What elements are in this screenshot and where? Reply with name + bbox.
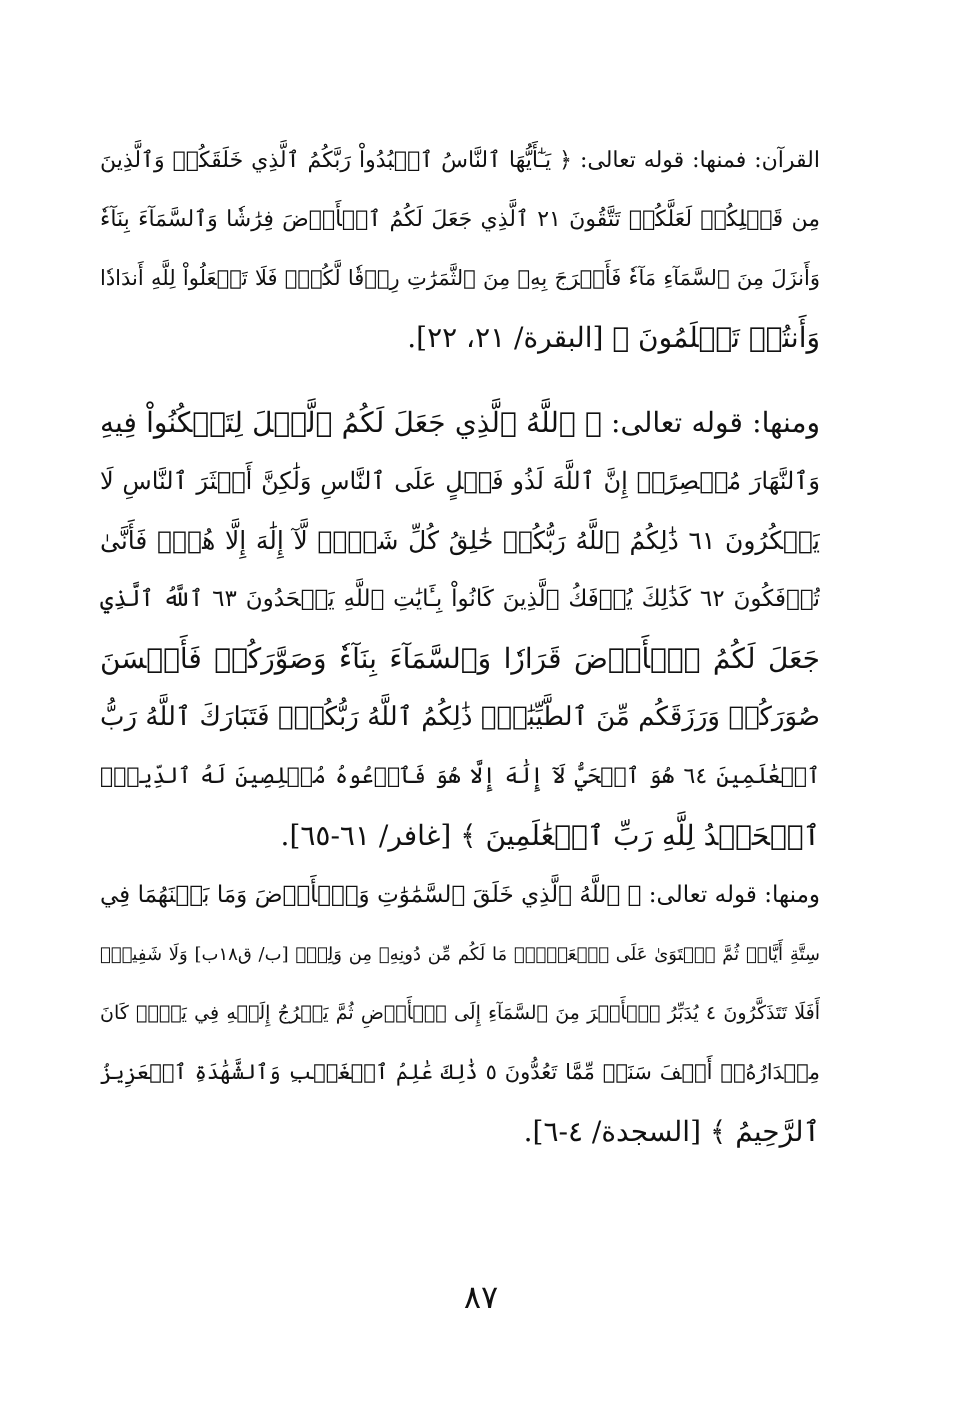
text-line: صُوَرَكُمۡ وَرَزَقَكُم مِّنَ ٱلطَّيِّبَٰتِۚ ذَٰلِكُمُ ٱللَّهُ رَبُّكُمۡۖ فَتَبَارَكَ ٱللَّهُ رَبُّ bbox=[100, 702, 820, 732]
text-line: القرآن: فمنها: قوله تعالى: ﴿ يَـٰٓأَيُّهَا ٱلنَّاسُ ٱعۡبُدُواْ رَبَّكُمُ ٱلَّذِي خَلَقَكُمۡ وَٱلَّذِينَ bbox=[100, 148, 820, 173]
paragraph-ghafir bbox=[100, 393, 820, 865]
text-line: يَشۡكُرُونَ ٦١ ذَٰلِكُمُ ٱللَّهُ رَبُّكُمۡ خَٰلِقُ كُلِّ شَيۡءٖ لَّآ إِلَٰهَ إِلَّا هُوَۖ فَأَنَّىٰ bbox=[100, 526, 820, 555]
text-line: مِقۡدَارُهُۥٓ أَلۡفَ سَنَةٖ مِّمَّا تَعُدُّونَ ٥ ذَٰلِكَ عَٰلِمُ ٱلۡغَيۡبِ وَٱلشَّهَٰدَةِ ٱلۡعَزِيزُ bbox=[100, 1060, 820, 1084]
text-line: ٱلرَّحِيمُ ﴾ [السجدة/ ٤-٦]. bbox=[523, 1115, 820, 1148]
text-line: تُؤۡفَكُونَ ٦٢ كَذَٰلِكَ يُؤۡفَكُ ٱلَّذِينَ كَانُواْ بِـَٔايَٰتِ ٱللَّهِ يَجۡحَدُونَ ٦٣ ٱللَّهُ ٱلَّذِي bbox=[100, 586, 820, 612]
text-line: وَٱلنَّهَارَ مُبۡصِرًاۚ إِنَّ ٱللَّهَ لَذُو فَضۡلٍ عَلَى ٱلنَّاسِ وَلَٰكِنَّ أَكۡثَرَ ٱلنَّاسِ لَا bbox=[100, 467, 820, 495]
text-line: ومنها: قوله تعالى: ﴿ ٱللَّهُ ٱلَّذِي جَعَلَ لَكُمُ ٱلَّيۡلَ لِتَسۡكُنُواْ فِيهِ bbox=[100, 406, 820, 439]
paragraph-baqarah bbox=[100, 131, 820, 367]
paragraph-sajdah bbox=[100, 866, 820, 1161]
text-line: ٱلۡعَٰلَمِينَ ٦٤ هُوَ ٱلۡحَيُّ لَآ إِلَٰهَ إِلَّا هُوَ فَٱدۡعُوهُ مُخۡلِصِينَ لَهُ ٱلدِّينَۗ bbox=[100, 764, 820, 789]
text-line: ومنها: قوله تعالى: ﴿ ٱللَّهُ ٱلَّذِي خَلَقَ ٱلسَّمَٰوَٰتِ وَٱلۡأَرۡضَ وَمَا بَيۡنَهُمَا فِي bbox=[100, 882, 820, 908]
text-line: ٱلۡحَمۡدُ لِلَّهِ رَبِّ ٱلۡعَٰلَمِينَ ﴾ [غافر/ ٦١-٦٥]. bbox=[280, 819, 820, 852]
text-line: سِتَّةِ أَيَّامٖ ثُمَّ ٱسۡتَوَىٰ عَلَى ٱلۡعَرۡشِۖ مَا لَكُم مِّن دُونِهِۦ مِن وَلِيّٖ [ب/ ق١٨ب] وَلَا شَفِيعٍۚ bbox=[100, 944, 820, 965]
text-line: وَأَنتُمۡ تَعۡلَمُونَ ﴾ [البقرة/ ٢١، ٢٢]. bbox=[407, 321, 820, 354]
text-line: مِن قَبۡلِكُمۡ لَعَلَّكُمۡ تَتَّقُونَ ٢١ ٱلَّذِي جَعَلَ لَكُمُ ٱلۡأَرۡضَ فِرَٰشٗا وَٱلسَّمَآءَ بِنَآءٗ bbox=[100, 207, 820, 232]
page-number: ٨٧ bbox=[463, 1278, 499, 1316]
text-line: وَأَنزَلَ مِنَ ٱلسَّمَآءِ مَآءٗ فَأَخۡرَجَ بِهِۦ مِنَ ٱلثَّمَرَٰتِ رِزۡقٗا لَّكُمۡۖ فَلَا تَجۡعَلُواْ لِلَّهِ أَندَادٗا bbox=[100, 266, 820, 290]
text-line: أَفَلَا تَتَذَكَّرُونَ ٤ يُدَبِّرُ ٱلۡأَمۡرَ مِنَ ٱلسَّمَآءِ إِلَى ٱلۡأَرۡضِ ثُمَّ يَعۡرُجُ إِلَيۡهِ فِي يَوۡمٖ كَانَ bbox=[100, 1002, 820, 1024]
text-line: جَعَلَ لَكُمُ ٱلۡأَرۡضَ قَرَارٗا وَٱلسَّمَآءَ بِنَآءٗ وَصَوَّرَكُمۡ فَأَحۡسَنَ bbox=[100, 642, 820, 675]
